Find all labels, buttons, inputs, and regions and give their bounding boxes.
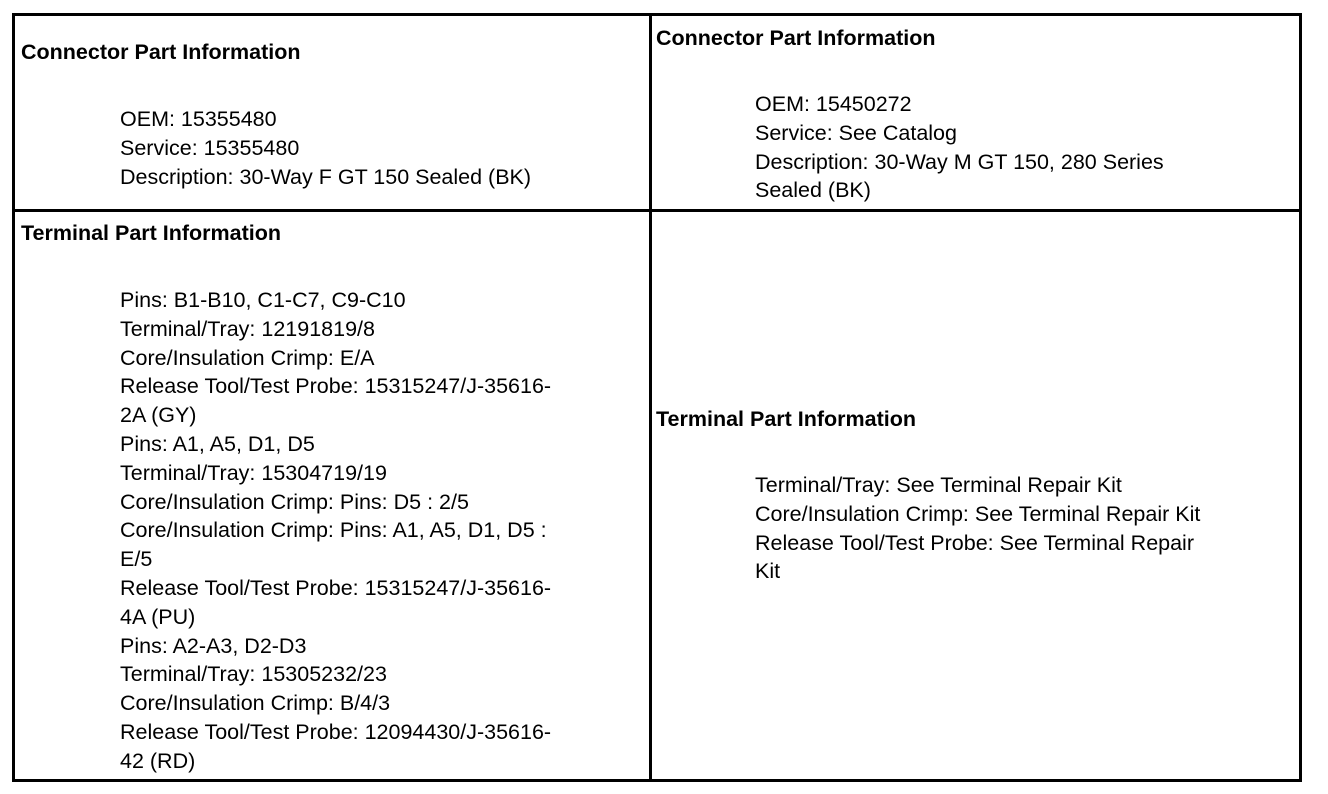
connector-info-left-cell [15, 16, 649, 209]
list-item: Pins: B1-B10, C1-C7, C9-C10 [120, 288, 406, 312]
list-item: Release Tool/Test Probe: 15315247/J-35616- [120, 575, 552, 600]
terminal-left-lines [120, 286, 551, 776]
connector-right-description-cont: Sealed (BK) [755, 178, 871, 203]
list-item: 2A (GY) [120, 403, 197, 428]
connector-left-description: Description: 30-Way F GT 150 Sealed (BK) [120, 164, 532, 189]
connector-left-lines [120, 105, 531, 191]
list-item: Core/Insulation Crimp: Pins: D5 : 2/5 [120, 489, 469, 514]
list-item: 42 (RD) [120, 748, 196, 773]
connector-right-service: Service: See Catalog [755, 120, 957, 145]
connector-right-oem: OEM: 15450272 [755, 92, 912, 116]
list-item: Kit [755, 559, 781, 584]
list-item: Release Tool/Test Probe: 15315247/J-35616- [120, 374, 552, 399]
terminal-right-heading: Terminal Part Information [656, 407, 917, 431]
connector-right-description: Description: 30-Way M GT 150, 280 Series [755, 149, 1164, 174]
list-item: Core/Insulation Crimp: E/A [120, 345, 375, 370]
list-item: Terminal/Tray: 12191819/8 [120, 316, 375, 341]
connector-terminal-table [12, 13, 1302, 782]
list-item: Release Tool/Test Probe: 12094430/J-35616- [120, 719, 552, 744]
list-item: Core/Insulation Crimp: Pins: A1, A5, D1, D5 : [120, 518, 547, 543]
connector-left-heading: Connector Part Information [21, 40, 301, 64]
list-item: Pins: A1, A5, D1, D5 [120, 431, 315, 456]
connector-right-heading: Connector Part Information [656, 26, 936, 50]
list-item: Core/Insulation Crimp: See Terminal Repair Kit [755, 501, 1201, 526]
connector-left-oem: OEM: 15355480 [120, 107, 277, 131]
list-item: E/5 [120, 547, 153, 572]
connector-left-service: Service: 15355480 [120, 135, 300, 160]
list-item: Terminal/Tray: See Terminal Repair Kit [755, 473, 1122, 497]
connector-right-lines [755, 90, 1164, 205]
terminal-left-heading: Terminal Part Information [21, 221, 282, 245]
list-item: 4A (PU) [120, 604, 196, 629]
list-item: Core/Insulation Crimp: B/4/3 [120, 691, 391, 716]
connector-info-right-cell [652, 16, 1299, 209]
terminal-info-right-cell [652, 212, 1299, 779]
list-item: Terminal/Tray: 15305232/23 [120, 662, 387, 687]
list-item: Pins: A2-A3, D2-D3 [120, 633, 307, 658]
list-item: Release Tool/Test Probe: See Terminal Repair [755, 530, 1194, 555]
terminal-right-lines [755, 471, 1200, 586]
list-item: Terminal/Tray: 15304719/19 [120, 460, 387, 485]
terminal-info-left-cell [15, 212, 649, 779]
